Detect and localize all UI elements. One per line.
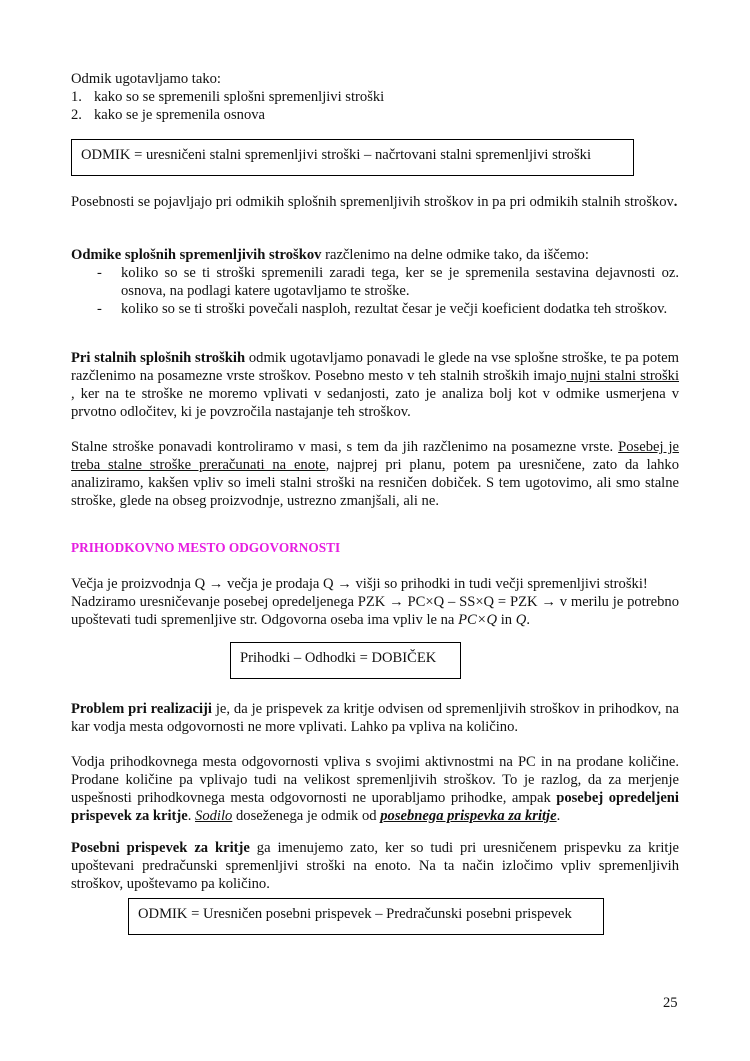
numbered-item (71, 88, 679, 106)
paragraph-text: Posebnosti se pojavljajo pri odmikih splošnih spremenljivih stroškov in pa pri odmikih stalnih stroškov (71, 194, 674, 210)
paragraph-vodja (71, 753, 679, 825)
intro-section (71, 70, 679, 124)
math-expression: PC×Q (458, 612, 498, 628)
formula-box-dobicek (230, 642, 461, 679)
page-number: 25 (663, 995, 678, 1011)
bullet-text: koliko so se ti stroški spremenili zaradi tega, ker se je spremenila sestavina dejavnosti oz. osnova, na podlagi katere ugotavljamo te stroške. (121, 265, 679, 299)
paragraph-end: . (673, 194, 678, 210)
underlined-term: Posebej je treba stalne stroške preračunati na enote (71, 439, 679, 473)
paragraph-text: in (497, 612, 516, 628)
item-text: kako so se spremenili splošni spremenljivi stroški (94, 89, 385, 105)
paragraph-text: , najprej pri planu, potem pa uresničene, zato da lahko analiziramo, kakšen vpliv so imeli stalni stroški na resničen dobiček. S tem ugotovimo, ali smo stalne stroške, glede na obseg proizvodnje, ustrezno zmanjšali, ali ne. (71, 457, 679, 509)
formula-box-odmik-prispevek (128, 898, 604, 935)
intro-lead: Odmik ugotavljamo tako: (71, 71, 221, 87)
paragraph-odmike (71, 246, 679, 318)
bold-term: Pri stalnih splošnih stroških (71, 350, 246, 366)
item-number: 1. (71, 89, 82, 105)
paragraph-problem (71, 700, 679, 736)
paragraph-text: odmik ugotavljamo ponavadi le glede na vse splošne stroške, te pa potem razčlenimo na posamezne vrste stroškov. Posebno mesto v teh stalnih stroških imajo (71, 350, 679, 384)
paragraph-text: . (187, 808, 196, 824)
dash-marker: - (97, 265, 102, 281)
paragraph-text: razčlenimo na delne odmike tako, da iščemo: (321, 247, 589, 263)
bold-term: posebej opredeljeni prispevek za kritje (71, 790, 679, 824)
paragraph-text: Stalne stroške ponavadi kontroliramo v masi, s tem da jih razčlenimo na posamezne vrste. (71, 439, 619, 455)
paragraph-text: doseženega je odmik od (232, 808, 381, 824)
paragraph-text: je, da je prispevek za kritje odvisen od spremenljivih stroškov in prihodkov, na kar vodja mesta odgovornosti ne more vplivati. Lahko pa vpliva na količino. (71, 701, 679, 735)
formula-box-odmik-stalni (71, 139, 634, 176)
bullet-item (71, 264, 679, 300)
formula-text: Prihodki – Odhodki = DOBIČEK (240, 650, 437, 666)
item-number: 2. (71, 107, 82, 123)
paragraph-end: . (526, 612, 530, 628)
item-text: kako se je spremenila osnova (94, 107, 266, 123)
paragraph-kontrola (71, 438, 679, 510)
bold-term: Posebni prispevek za kritje (71, 840, 250, 856)
paragraph-text: ga imenujemo zato, ker so tudi pri uresničenem prispevku za kritje upoštevani predračunski spremenljivi stroški na enoto. Na ta način izločimo vpliv spremenljivih stroškov, upoštevamo pa količino. (71, 840, 679, 892)
heading-text: PRIHODKOVNO MESTO ODGOVORNOSTI (71, 540, 341, 555)
bullet-text: koliko so se ti stroški povečali nasploh, rezultat česar je večji koeficient dodatka teh stroškov. (121, 301, 668, 317)
paragraph-proizvodnja (71, 575, 679, 629)
formula-text: ODMIK = uresničeni stalni spremenljivi stroški – načrtovani stalni spremenljivi stroški (81, 147, 592, 163)
numbered-item (71, 106, 679, 124)
paragraph-stalni-splosni (71, 349, 679, 421)
paragraph-posebni-prispevek (71, 839, 679, 893)
section-heading (71, 540, 679, 556)
paragraph-text: Nadziramo uresničevanje posebej opredeljenega PZK → PC×Q – SS×Q = PZK → v merilu je potrebno upoštevati tudi spremenljive str. Odgovorna oseba ima vpliv le na (71, 594, 679, 628)
paragraph-text: Vodja prihodkovnega mesta odgovornosti vpliva s svojimi aktivnostmi na PC in na prodane količine. Prodane količine pa vplivajo tudi na velikost spremenljivih stroškov. To je razlog, da za merjenje uspešnosti prihodkovnega mesta odgovornosti ne uporabljamo prihodke, ampak (71, 754, 679, 806)
paragraph-end: . (556, 808, 561, 824)
bullet-item (71, 300, 679, 318)
underlined-term: nujni stalni stroški (566, 368, 680, 384)
paragraph-posebnosti (71, 193, 679, 211)
paragraph-text: , ker na te stroške ne moremo vplivati v sedanjosti, zato je analiza bolj kot v odmike usmerjena v prvotno odločitev, ki je povzročila nastajanje teh stroškov. (71, 386, 679, 420)
dash-marker: - (97, 301, 102, 317)
bold-term: Odmike splošnih spremenljivih stroškov (71, 247, 322, 263)
bold-term: Problem pri realizaciji (71, 701, 212, 717)
bold-italic-underlined-term: posebnega prispevka za kritje (380, 808, 557, 824)
italic-underlined-term: Sodilo (195, 808, 233, 824)
line-proizvodnja: Večja je proizvodnja Q → večja je prodaja Q → višji so prihodki in tudi večji spremenljivi stroški! (71, 576, 648, 592)
math-expression: Q (515, 612, 527, 628)
formula-text: ODMIK = Uresničen posebni prispevek – Predračunski posebni prispevek (138, 906, 572, 922)
